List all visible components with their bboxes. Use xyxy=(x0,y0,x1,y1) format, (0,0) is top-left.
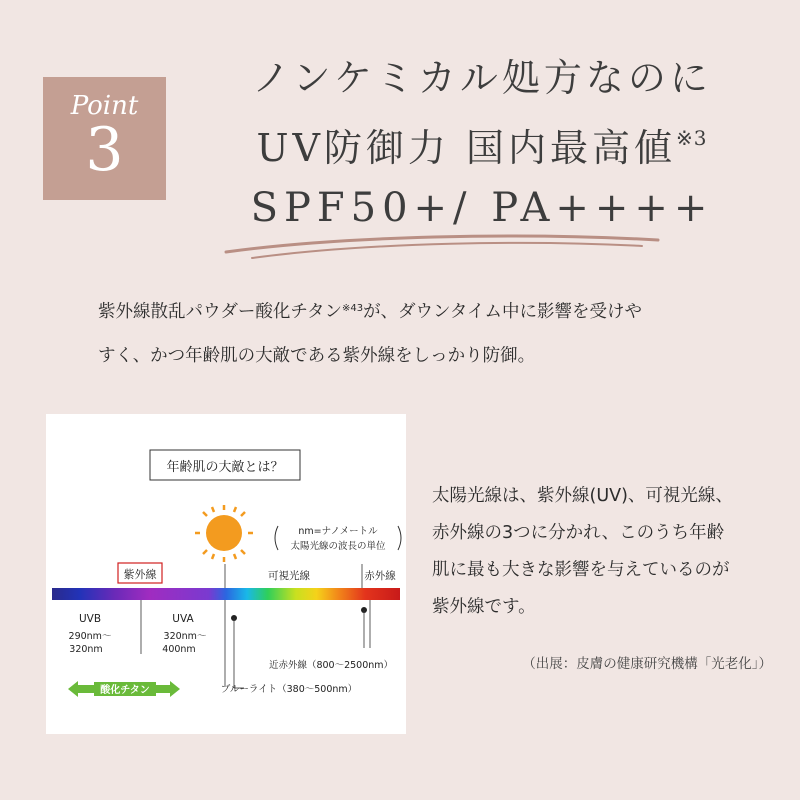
uv-label: 紫外線 xyxy=(123,568,157,581)
nm-note-line2: 太陽光線の波長の単位 xyxy=(290,541,386,552)
intro-line2: すく、かつ年齢肌の大敵である紫外線をしっかり防御。 xyxy=(98,346,536,366)
ir-label: 赤外線 xyxy=(364,570,396,582)
headline-line3: SPF50+/ PA++++ xyxy=(250,185,714,231)
side-description xyxy=(432,478,772,626)
intro-text xyxy=(98,287,738,378)
point-badge xyxy=(43,77,166,200)
headline-note: ※3 xyxy=(676,126,708,150)
point-number: 3 xyxy=(85,115,124,185)
headline-line2-text: UV防御力 国内最高値 xyxy=(256,126,677,170)
intro-part2: が、ダウンタイム中に影響を受けや xyxy=(363,302,643,322)
uvb-range2: 320nm xyxy=(69,644,103,655)
brush-underline xyxy=(222,232,662,262)
side-line3: 肌に最も大きな影響を与えているのが xyxy=(432,560,730,580)
intro-part1: 紫外線散乱パウダー酸化チタン xyxy=(98,302,342,322)
headline xyxy=(182,48,782,238)
intro-line1 xyxy=(98,287,738,334)
tio2-label: 酸化チタン xyxy=(100,685,150,696)
headline-line1: ノンケミカル処方なのに xyxy=(252,56,712,100)
side-line1: 太陽光線は、紫外線(UV)、可視光線、 xyxy=(432,486,733,506)
uva-range2: 400nm xyxy=(162,644,196,655)
near-ir-label: 近赤外線（800〜2500nm） xyxy=(268,660,394,671)
point-word: Point xyxy=(70,91,139,121)
sun-icon xyxy=(195,505,253,562)
uvb-label: UVB xyxy=(78,613,102,625)
uva-range1: 320nm〜 xyxy=(163,631,207,642)
side-line2: 赤外線の3つに分かれ、このうち年齢 xyxy=(432,523,725,543)
source-citation: （出展：皮膚の健康研究機構「光老化」） xyxy=(522,656,772,672)
spectrum-svg xyxy=(46,414,406,734)
spectrum-bar xyxy=(52,588,400,600)
uva-label: UVA xyxy=(172,613,194,625)
uvb-range1: 290nm〜 xyxy=(68,631,112,642)
side-line4: 紫外線です。 xyxy=(432,597,536,617)
intro-note: ※43 xyxy=(341,303,364,314)
chart-title: 年齢肌の大敵とは？ xyxy=(166,460,284,475)
visible-label: 可視光線 xyxy=(268,570,310,582)
nm-note-line1: nm=ナノメートル xyxy=(298,526,378,537)
blue-light-label: ブルーライト（380〜500nm） xyxy=(220,684,358,695)
uv-spectrum-diagram xyxy=(46,414,406,734)
headline-line2 xyxy=(182,108,782,178)
